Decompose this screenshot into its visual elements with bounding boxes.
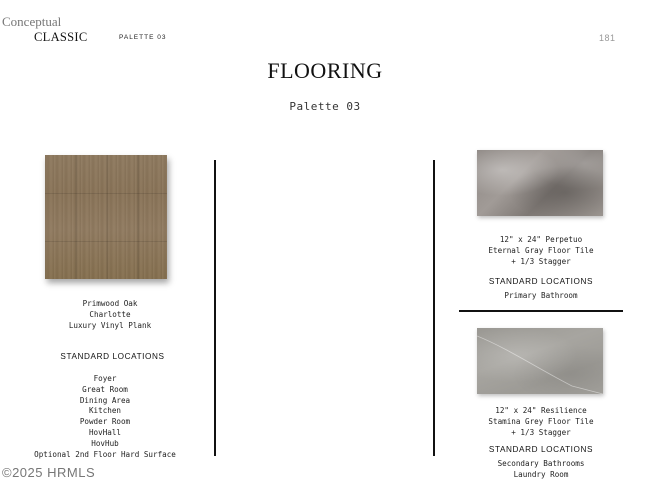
right1-desc-line: Eternal Gray Floor Tile <box>488 245 594 255</box>
wood-plank-swatch <box>45 155 167 279</box>
right1-locations-list <box>460 291 622 302</box>
right-item-2-description <box>460 406 622 438</box>
left-locations-heading: STANDARD LOCATIONS <box>60 352 165 361</box>
left-desc-line: Charlotte <box>89 309 131 319</box>
location-item: HovHub <box>91 438 119 448</box>
page-number: 181 <box>599 33 616 43</box>
page-subtitle: Palette 03 <box>289 100 361 113</box>
vein-mark <box>477 328 603 394</box>
brand-logo-top: Conceptual <box>2 14 62 29</box>
right1-desc-line: + 1/3 Stagger <box>511 256 571 266</box>
divider-right <box>433 160 435 456</box>
location-item: Kitchen <box>88 406 121 416</box>
right2-locations-list <box>460 459 622 481</box>
location-item: Great Room <box>82 384 128 394</box>
divider-left <box>214 160 216 456</box>
location-item: Foyer <box>93 374 117 383</box>
brand-logo-bottom: CLASSIC <box>34 30 88 44</box>
divider-horizontal <box>459 310 623 312</box>
right2-locations-heading: STANDARD LOCATIONS <box>488 445 594 454</box>
left-desc-line: Luxury Vinyl Plank <box>68 320 152 330</box>
location-item: Laundry Room <box>513 469 569 479</box>
right1-locations-heading: STANDARD LOCATIONS <box>488 277 594 286</box>
right2-desc-line: Stamina Grey Floor Tile <box>488 416 594 426</box>
location-item: Powder Room <box>79 417 131 427</box>
mls-watermark: ©2025 HRMLS <box>2 465 96 480</box>
location-item: Secondary Bathrooms <box>497 459 585 468</box>
location-item: HovHall <box>88 427 121 437</box>
right2-desc-line: 12" x 24" Resilience <box>495 406 587 415</box>
right2-desc-line: + 1/3 Stagger <box>511 427 571 437</box>
left-locations-list <box>0 374 210 460</box>
location-item: Primary Bathroom <box>504 291 578 300</box>
palette-tag: PALETTE 03 <box>119 34 167 41</box>
left-item-description <box>30 299 190 331</box>
grey-stone-tile-swatch <box>477 328 603 394</box>
page-title: FLOORING <box>267 58 383 83</box>
right-item-1-description <box>460 235 622 267</box>
gray-marble-tile-swatch <box>477 150 603 216</box>
right1-desc-line: 12" x 24" Perpetuo <box>499 235 583 244</box>
left-desc-line: Primwood Oak <box>82 299 138 308</box>
location-item: Optional 2nd Floor Hard Surface <box>34 449 176 459</box>
location-item: Dining Area <box>79 395 131 405</box>
